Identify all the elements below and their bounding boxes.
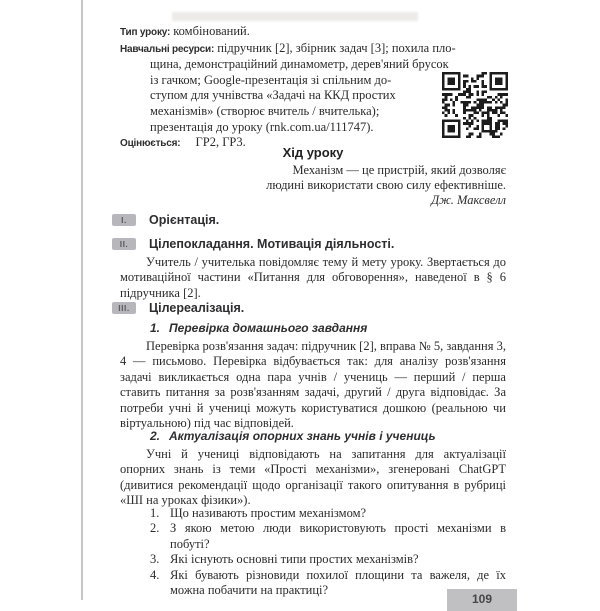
question-number: 1. [150,506,160,520]
question-number: 3. [150,552,160,567]
section-title: Орієнтація. [149,213,220,227]
subsection-homework-check [150,321,367,335]
section-goal-realization [112,301,244,315]
resources-text: ступом для учнівства «Задачі на ККД простих [150,88,396,103]
epigraph-author: Дж. Максвелл [431,193,506,208]
question-text: Що називають простим механізмом? [170,506,367,520]
epigraph-line: Механізм — це пристрій, який дозволяє [292,163,506,177]
section-number-badge: II. [112,238,136,250]
subsection-title: Актуалізація опорних знань учнів і учениць [169,429,436,443]
assessed-value: ГР2, ГР3. [195,135,246,150]
lesson-type-label: Тип уроку: [120,27,171,38]
resources-text: підручник [2], збірник задач [3]; похила пло- [217,40,456,55]
lesson-flow-heading: Хід уроку [282,145,344,160]
section-number-badge: III. [112,302,136,314]
question-item [150,506,506,521]
page-edge-line [81,0,83,600]
scan-artifact [172,12,418,21]
subsection-actualization [150,429,436,443]
question-number: 2. [150,521,160,536]
resources-text: із гачком; Google-презентація зі спільним до- [150,72,392,87]
page-number-badge: 109 [447,589,517,611]
epigraph-line: людині використати свою силу ефективніше. [266,178,506,193]
section-goal-setting [112,237,394,251]
goal-setting-paragraph: Учитель / учителька повідомляє тему й мету уроку. Звертається до мотиваційної частини «Питання для обговорення», наведеної в § 6 підручника [2]. [120,255,506,300]
lesson-type-value: комбінований. [173,24,250,38]
subsection-number: 2. [150,429,161,443]
resources-text: щина, демонстраційний динамометр, дерев'яний брусок [150,57,449,72]
section-number-badge: I. [112,214,136,226]
epigraph [120,163,506,209]
section-title: Цілереалізація. [149,301,245,315]
assessed-label: Оцінюється: [120,138,181,150]
question-text: З якою метою люди використовують прості механізми в побуті? [170,521,506,551]
qr-code-icon [442,72,508,138]
homework-check-paragraph: Перевірка розв'язання задач: підручник [2], вправа № 5, завдання 3, 4 — письмово. Перевірка відбувається так: для аналізу розв'язання задачі викликається одна пара учнів / учениць — перший / перша ставить питання за розв'язанням задачі, другий / друга відповідає. За потреби учні й учениці можуть користуватися дошкою (реальною чи віртуальною) під час відповідей. [120,339,506,431]
question-text: Які бувають різновиди похилої площини та важеля, де їх можна побачити на практиці? [170,567,506,598]
question-text: Які існують основні типи простих механізмів? [170,552,419,567]
resources-line [120,41,512,58]
resources-text: механізмів» (створює вчитель / вчителька); [150,103,380,118]
section-title: Цілепокладання. Мотивація діяльності. [149,237,395,251]
resources-label: Навчальні ресурси: [120,43,215,55]
section-orientation [112,213,219,227]
lesson-type-line [120,24,512,41]
question-number: 4. [150,567,160,582]
actualization-paragraph: Учні й учениці відповідають на запитання для актуалізації опорних знань із теми «Прості механізми», згенеровані ChatGPT (дивитися рекомендації щодо організації такого опитування в рубриці «ШІ на уроках фізики»). [120,447,506,508]
resources-text: презентація до уроку (rnk.com.ua/111747). [150,119,374,134]
subsection-number: 1. [150,321,161,335]
questions-list [150,506,506,598]
question-item [150,552,506,567]
question-item [150,521,506,552]
subsection-title: Перевірка домашнього завдання [169,321,368,335]
